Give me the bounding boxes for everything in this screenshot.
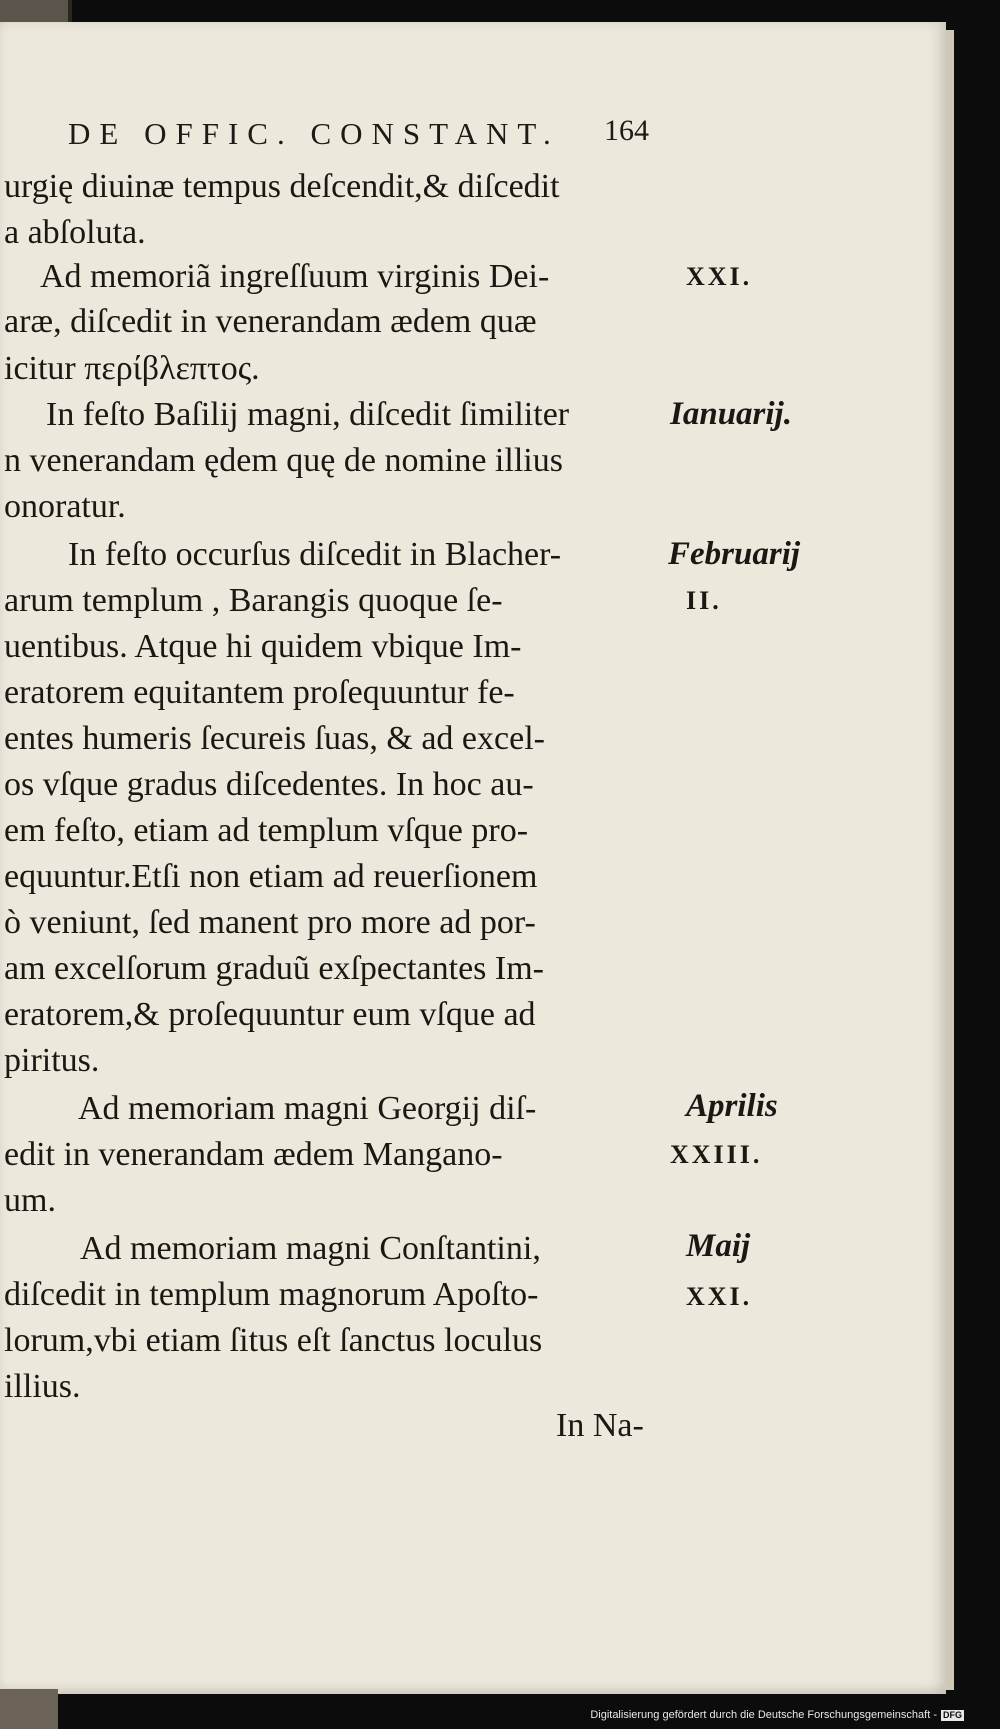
text-line: onoratur. [4,488,126,525]
text-line: um. [4,1182,56,1219]
margin-note: XXIII. [670,1140,763,1169]
margin-note: Februarij [668,536,801,572]
margin-note: Aprilis [686,1088,778,1124]
text-line: am excelſorum graduũ exſpectantes Im- [4,950,544,987]
text-line: In feſto occurſus diſcedit in Blacher- [68,536,562,573]
text-line: illius. [4,1368,81,1405]
text-line: Ad memoriam magni Conſtantini, [80,1230,541,1267]
text-line: aræ, diſcedit in venerandam ædem quæ [4,303,537,340]
dfg-logo: DFG [943,1709,962,1720]
text-line: edit in venerandam ædem Mangano- [4,1136,503,1173]
margin-note: XXI. [686,1282,753,1311]
text-line: Ad memoriã ingreſſuum virginis Dei- [40,258,550,295]
text-line: uentibus. Atque hi quidem vbique Im- [4,628,522,665]
footer-credit-text: Digitalisierung gefördert durch die Deutsche Forschungsgemeinschaft - [590,1709,937,1721]
text-line: arum templum , Barangis quoque ſe- [4,582,503,619]
text-line: a abſoluta. [4,214,146,251]
page-number: 164 [604,114,649,147]
book-corner-bottom [0,1689,58,1729]
text-line: os vſque gradus diſcedentes. In hoc au- [4,766,534,803]
text-line: urgię diuinæ tempus deſcendit,& diſcedit [4,168,560,205]
margin-note: Ianuarij. [670,396,792,432]
text-line: equuntur.Etſi non etiam ad reuerſionem [4,858,538,895]
catchword: In Na- [556,1407,644,1444]
page-edge [946,30,954,1690]
margin-note: Maij [686,1228,751,1264]
text-line: ò veniunt, ſed manent pro more ad por- [4,904,536,941]
running-title: DE OFFIC. CONSTANT. [68,116,560,151]
footer-credit [590,1709,964,1721]
text-line: lorum,vbi etiam ſitus eſt ſanctus loculus [4,1322,543,1359]
text-line: icitur περίβλεπτος. [4,350,260,387]
text-line: entes humeris ſecureis ſuas, & ad excel- [4,720,545,757]
text-line: Ad memoriam magni Georgij diſ- [78,1090,537,1127]
text-line: piritus. [4,1042,100,1079]
text-line: eratorem equitantem proſequuntur fe- [4,674,515,711]
margin-note: II. [686,586,722,615]
text-line: eratorem,& proſequuntur eum vſque ad [4,996,536,1033]
text-line: In feſto Baſilij magni, diſcedit ſimiliter [46,396,570,433]
text-line: em feſto, etiam ad templum vſque pro- [4,812,529,849]
text-line: n venerandam ędem quę de nomine illius [4,442,563,479]
text-line: diſcedit in templum magnorum Apoſto- [4,1276,539,1313]
margin-note: XXI. [686,262,753,291]
